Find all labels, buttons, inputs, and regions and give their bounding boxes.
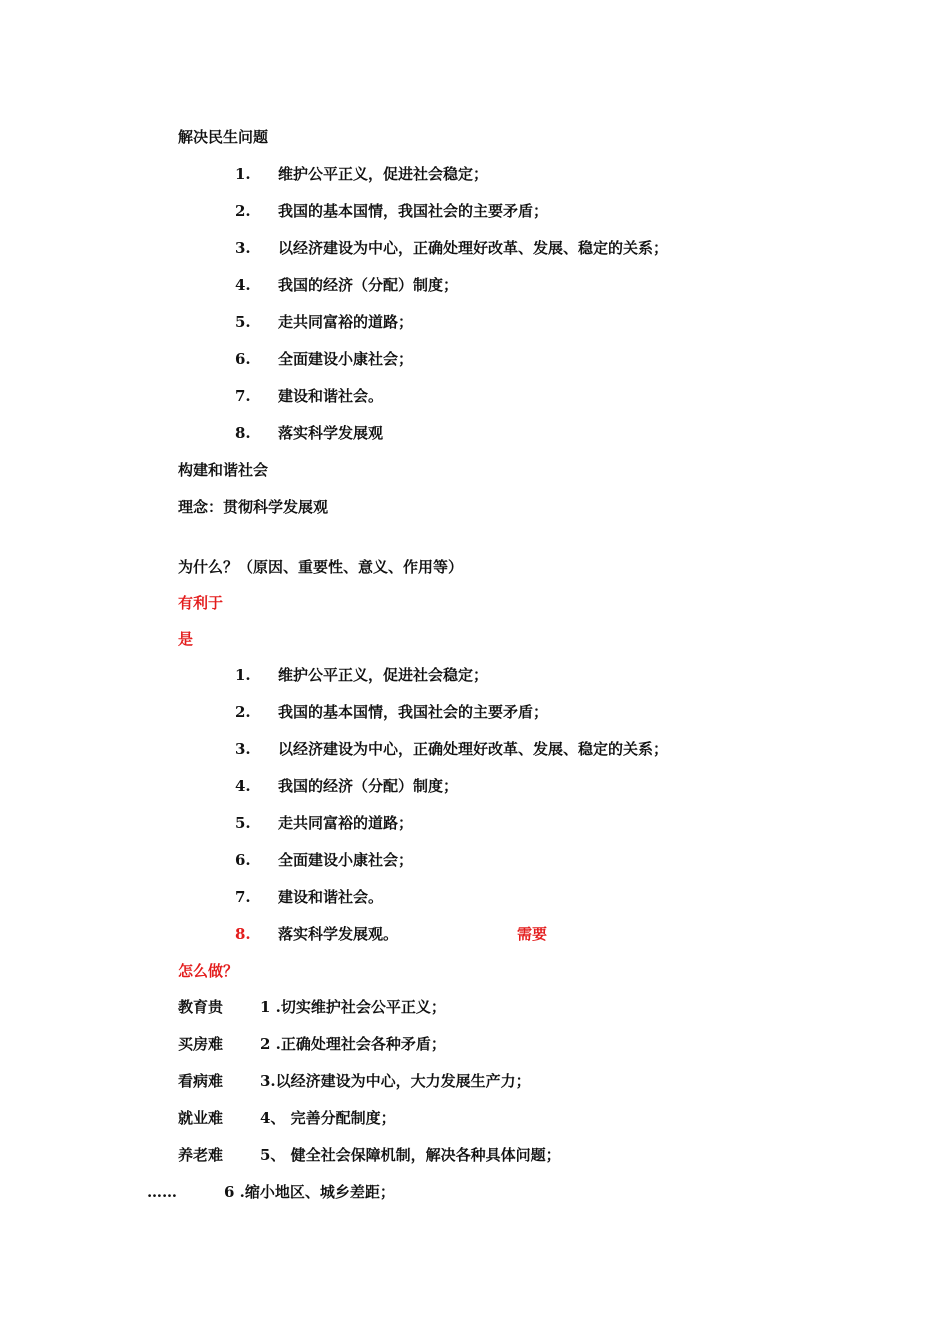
measure-text: 6 .缩小地区、城乡差距； (224, 1183, 395, 1201)
measure-text: 4、 完善分配制度； (260, 1109, 396, 1127)
section2-red-beneficial: 有利于 (178, 594, 224, 612)
problem-label: 看病难 (178, 1072, 224, 1090)
item-number: 1. (235, 666, 251, 684)
item-text: 我国的经济（分配）制度； (278, 777, 459, 795)
section3-question: 怎么做？ (178, 962, 239, 980)
item-text: 全面建设小康社会； (278, 350, 414, 368)
problem-ellipsis: …… (147, 1183, 177, 1201)
measure-text: 3.以经济建设为中心，大力发展生产力； (260, 1072, 531, 1090)
item-number: 7. (235, 387, 251, 405)
item-number: 3. (235, 239, 251, 257)
item-number: 5. (235, 313, 251, 331)
item-number: 4. (235, 276, 251, 294)
section1-concept: 理念：贯彻科学发展观 (178, 498, 329, 516)
item-number: 7. (235, 888, 251, 906)
need-label: 需要 (517, 925, 548, 943)
item-text: 建设和谐社会。 (278, 387, 384, 405)
item-text: 落实科学发展观 (278, 424, 384, 442)
item-text: 全面建设小康社会； (278, 851, 414, 869)
item-text: 建设和谐社会。 (278, 888, 384, 906)
item-number: 8. (235, 925, 251, 943)
item-number: 5. (235, 814, 251, 832)
item-text: 落实科学发展观。 (278, 925, 399, 943)
measure-text: 1 .切实维护社会公平正义； (260, 998, 446, 1016)
item-number: 6. (235, 350, 251, 368)
item-text: 我国的基本国情，我国社会的主要矛盾； (278, 202, 549, 220)
item-text: 维护公平正义，促进社会稳定； (278, 666, 489, 684)
item-number: 6. (235, 851, 251, 869)
section2-question: 为什么？（原因、重要性、意义、作用等） (178, 558, 464, 576)
measure-text: 5、 健全社会保障机制，解决各种具体问题； (260, 1146, 561, 1164)
item-text: 以经济建设为中心，正确处理好改革、发展、稳定的关系； (278, 239, 669, 257)
problem-label: 教育贵 (178, 998, 224, 1016)
item-text: 我国的经济（分配）制度； (278, 276, 459, 294)
item-number: 4. (235, 777, 251, 795)
problem-label: 养老难 (178, 1146, 224, 1164)
section1-heading-harmony: 构建和谐社会 (178, 461, 269, 479)
item-text: 我国的基本国情，我国社会的主要矛盾； (278, 703, 549, 721)
item-text: 以经济建设为中心，正确处理好改革、发展、稳定的关系； (278, 740, 669, 758)
section1-title: 解决民生问题 (178, 128, 269, 146)
item-number: 1. (235, 165, 251, 183)
problem-label: 就业难 (178, 1109, 224, 1127)
item-number: 2. (235, 202, 251, 220)
item-text: 维护公平正义，促进社会稳定； (278, 165, 489, 183)
measure-text: 2 .正确处理社会各种矛盾； (260, 1035, 446, 1053)
item-text: 走共同富裕的道路； (278, 313, 414, 331)
item-number: 2. (235, 703, 251, 721)
problem-label: 买房难 (178, 1035, 224, 1053)
item-text: 走共同富裕的道路； (278, 814, 414, 832)
section2-red-is: 是 (178, 630, 194, 648)
item-number: 3. (235, 740, 251, 758)
item-number: 8. (235, 424, 251, 442)
